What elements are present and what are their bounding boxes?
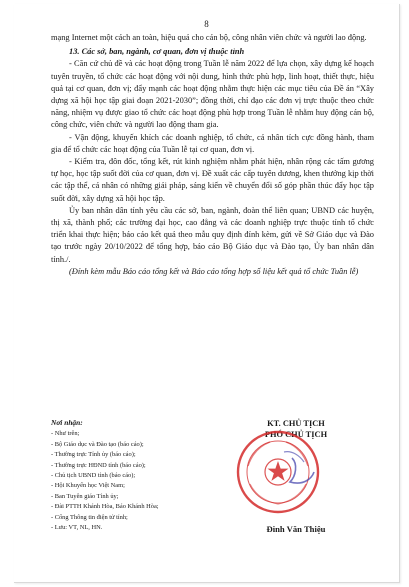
page-number: 8 bbox=[204, 19, 209, 29]
signer-name: Đinh Văn Thiệu bbox=[266, 524, 326, 534]
paragraph-mobilize: - Vận động, khuyến khích các doanh nghiệp, tổ chức, cá nhân tích cực đồng hành, tham gia để tổ chức các hoạt động của Tuần lễ tại cơ quan, đơn vị. bbox=[51, 132, 374, 154]
recipient-item: - Bộ Giáo dục và Đào tạo (báo cáo); bbox=[51, 440, 144, 448]
signature-title: KT. CHỦ TỊCH bbox=[267, 419, 325, 428]
recipient-item: - Thường trực HĐND tỉnh (báo cáo); bbox=[51, 461, 146, 469]
recipient-item: - Thường trực Tỉnh ủy (báo cáo); bbox=[51, 451, 136, 459]
recipient-item: - Như trên; bbox=[51, 430, 80, 438]
recipient-item: - Ban Tuyên giáo Tỉnh ủy; bbox=[51, 492, 119, 500]
signature-subtitle: PHÓ CHỦ TỊCH bbox=[264, 430, 328, 439]
recipient-item: - Đài PTTH Khánh Hòa, Báo Khánh Hòa; bbox=[51, 503, 159, 511]
paragraph-continued: mạng Internet một cách an toàn, hiệu quả cho cán bộ, công nhân viên chức và người lao động. bbox=[51, 33, 367, 42]
document-body bbox=[51, 32, 374, 278]
section-heading: 13. Các sở, ban, ngành, cơ quan, đơn vị thuộc tỉnh bbox=[69, 47, 245, 57]
paragraph-request: Ủy ban nhân dân tỉnh yêu cầu các sở, ban, ngành, đoàn thể liên quan; UBND các huyện, thị xã, thành phố; các trường đại học, cao đẳng và các doanh nghiệp trực thuộc tỉnh tổ chức triển khai thực hiện; báo cáo kết quả theo mẫu quy định đính kèm, gửi về Sở Giáo dục và Đào tạo trước ngày 20/10/2022 để tổng hợp, báo cáo Bộ Giáo dục và Đào tạo, Ủy ban nhân dân tỉnh./. bbox=[51, 205, 374, 264]
document-page bbox=[14, 4, 400, 583]
recipients-title: Nơi nhận: bbox=[51, 418, 83, 427]
paragraph-planning: - Căn cứ chủ đề và các hoạt động trong Tuần lễ năm 2022 để lựa chọn, xây dựng kế hoạch tuyên truyền, tổ chức các hoạt động với nội dung, hình thức phù hợp, linh hoạt, thiết thực, hiệu quả tại cơ quan, đơn vị; đẩy mạnh các hoạt động nhằm thực hiện các mục tiêu của Đề án “Xây dựng xã hội học tập giai đoạn 2021-2030”; đồng thời, chỉ đạo các đơn vị trực thuộc theo chức năng, nhiệm vụ được giao tổ chức các hoạt động phù hợp trong Tuần lễ nhằm huy động cán bộ, công chức, viên chức và người lao động tham gia. bbox=[51, 59, 374, 130]
recipient-item: - Hội Khuyến học Việt Nam; bbox=[51, 482, 125, 490]
attachment-note: (Đính kèm mẫu Báo cáo tổng kết và Báo cáo tổng hợp số liệu kết quả tổ chức Tuần lễ) bbox=[69, 266, 359, 276]
recipient-item: - Chủ tịch UBND tỉnh (báo cáo); bbox=[51, 472, 136, 480]
recipient-item: - Lưu: VT, NL, HN. bbox=[51, 524, 103, 532]
recipients-block bbox=[51, 418, 231, 533]
paragraph-inspection: - Kiểm tra, đôn đốc, tổng kết, rút kinh nghiệm nhằm phát hiện, nhân rộng các tấm gương tự học, học tập suốt đời của cơ quan, đơn vị. Đề xuất các cấp tuyên dương, khen thưởng kịp thời các tập thể, cá nhân có những giải pháp, sáng kiến về chuyển đổi số góp phần thúc đẩy học tập suốt đời, xây dựng xã hội học tập. bbox=[51, 157, 375, 203]
official-seal-stamp bbox=[234, 428, 322, 516]
signature-block bbox=[230, 418, 362, 534]
recipient-item: - Cổng Thông tin điện tử tỉnh; bbox=[51, 513, 128, 521]
